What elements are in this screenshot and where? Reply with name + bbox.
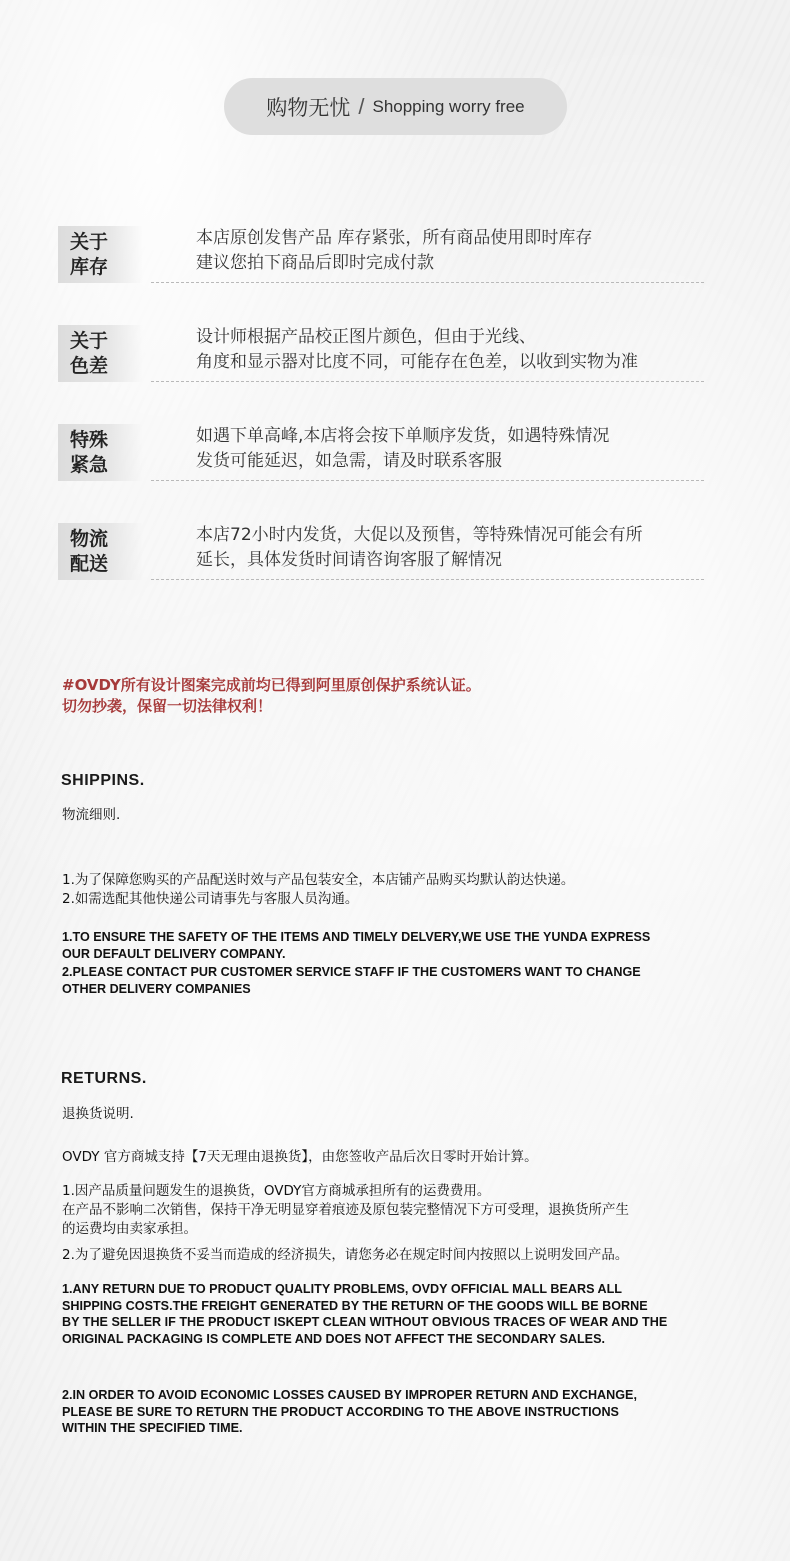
notice-line1: 如遇下单高峰,本店将会按下单顺序发货，如遇特殊情况 bbox=[196, 426, 610, 446]
shipping-en-1-line1: 1.TO ENSURE THE SAFETY OF THE ITEMS AND TIMELY DELVERY,WE USE THE YUNDA EXPRESS bbox=[62, 930, 651, 944]
notice-tag-line1: 关于 bbox=[70, 231, 109, 253]
returns-en-1-line4: ORIGINAL PACKAGING IS COMPLETE AND DOES NOT AFFECT THE SECONDARY SALES. bbox=[62, 1331, 605, 1346]
notice-body bbox=[196, 226, 592, 276]
shipping-cn-1: 1.为了保障您购买的产品配送时效与产品包装安全，本店铺产品购买均默认韵达快递。 bbox=[62, 872, 575, 888]
shipping-en-2-line1: 2.PLEASE CONTACT PUR CUSTOMER SERVICE STAFF IF THE CUSTOMERS WANT TO CHANGE bbox=[62, 965, 641, 979]
returns-en-2 bbox=[62, 1387, 637, 1437]
returns-en-2-line2: PLEASE BE SURE TO RETURN THE PRODUCT ACCORDING TO THE ABOVE INSTRUCTIONS bbox=[62, 1404, 619, 1419]
notice-color-difference bbox=[58, 325, 708, 385]
page-title-banner bbox=[224, 78, 567, 135]
notice-line1: 本店72小时内发货，大促以及预售，等特殊情况可能会有所 bbox=[196, 525, 643, 545]
shipping-en-2-line2: OTHER DELIVERY COMPANIES bbox=[62, 981, 251, 996]
notice-tag-line1: 关于 bbox=[70, 330, 109, 352]
dashed-divider bbox=[151, 381, 704, 382]
returns-cn-1-line2: 在产品不影响二次销售，保持干净无明显穿着痕迹及原包装完整情况下方可受理，退换货所产生 bbox=[62, 1202, 629, 1218]
title-separator: / bbox=[358, 93, 365, 119]
notice-tag bbox=[58, 523, 143, 580]
notice-line1: 本店原创发售产品 库存紧张，所有商品使用即时库存 bbox=[196, 228, 593, 248]
returns-heading: RETURNS. bbox=[61, 1070, 147, 1087]
returns-cn-2: 2.为了避免因退换货不妥当而造成的经济损失，请您务必在规定时间内按照以上说明发回产品。 bbox=[62, 1247, 629, 1263]
notice-tag-line2: 色差 bbox=[70, 355, 109, 377]
dashed-divider bbox=[151, 480, 704, 481]
returns-en-1 bbox=[62, 1281, 667, 1347]
shipping-en-1 bbox=[62, 929, 650, 962]
notice-line1: 设计师根据产品校正图片颜色，但由于光线、 bbox=[196, 327, 536, 347]
dashed-divider bbox=[151, 579, 704, 580]
returns-cn-1-line1: 1.因产品质量问题发生的退换货，OVDY官方商城承担所有的运费费用。 bbox=[62, 1183, 491, 1199]
returns-policy: OVDY 官方商城支持【7天无理由退换货】，由您签收产品后次日零时开始计算。 bbox=[62, 1149, 538, 1165]
notice-tag-line1: 特殊 bbox=[70, 429, 109, 451]
returns-en-2-line3: WITHIN THE SPECIFIED TIME. bbox=[62, 1421, 243, 1435]
returns-cn-1-line3: 的运费均由卖家承担。 bbox=[62, 1221, 197, 1237]
shipping-en-1-line2: OUR DEFAULT DELIVERY COMPANY. bbox=[62, 946, 286, 961]
notice-tag bbox=[58, 226, 143, 283]
page-title-en: Shopping worry free bbox=[372, 96, 525, 116]
dashed-divider bbox=[151, 282, 704, 283]
notice-tag-line2: 紧急 bbox=[70, 454, 109, 476]
notice-body bbox=[196, 424, 609, 474]
copyright-line2: 切勿抄袭，保留一切法律权利！ bbox=[62, 697, 273, 715]
notice-body bbox=[196, 325, 638, 375]
notice-tag-line2: 配送 bbox=[70, 553, 109, 575]
returns-subheading: 退换货说明. bbox=[62, 1106, 134, 1122]
returns-en-1-line1: 1.ANY RETURN DUE TO PRODUCT QUALITY PROBLEMS, OVDY OFFICIAL MALL BEARS ALL bbox=[62, 1282, 622, 1296]
notice-tag bbox=[58, 424, 143, 481]
notice-body bbox=[196, 523, 643, 573]
notice-line2: 角度和显示器对比度不同，可能存在色差，以收到实物为准 bbox=[196, 352, 638, 372]
notice-line2: 建议您拍下商品后即时完成付款 bbox=[196, 253, 434, 273]
returns-en-1-line2: SHIPPING COSTS.THE FREIGHT GENERATED BY THE RETURN OF THE GOODS WILL BE BORNE bbox=[62, 1298, 648, 1313]
notice-line2: 发货可能延迟，如急需，请及时联系客服 bbox=[196, 451, 502, 471]
shipping-subheading: 物流细则. bbox=[62, 807, 121, 823]
shipping-heading: SHIPPINS. bbox=[61, 772, 145, 789]
notice-tag-line1: 物流 bbox=[70, 528, 109, 550]
notice-stock bbox=[58, 226, 708, 286]
returns-en-2-line1: 2.IN ORDER TO AVOID ECONOMIC LOSSES CAUSED BY IMPROPER RETURN AND EXCHANGE, bbox=[62, 1388, 637, 1402]
copyright-line1: #OVDY所有设计图案完成前均已得到阿里原创保护系统认证。 bbox=[62, 676, 481, 694]
page-title-cn: 购物无忧 bbox=[266, 95, 351, 120]
shipping-en-2 bbox=[62, 964, 641, 997]
notice-tag bbox=[58, 325, 143, 382]
shipping-cn-2: 2.如需选配其他快递公司请事先与客服人员沟通。 bbox=[62, 891, 359, 907]
returns-en-1-line3: BY THE SELLER IF THE PRODUCT ISKEPT CLEAN WITHOUT OBVIOUS TRACES OF WEAR AND THE bbox=[62, 1315, 668, 1329]
notice-logistics bbox=[58, 523, 708, 583]
returns-cn-1 bbox=[62, 1182, 629, 1239]
notice-tag-line2: 库存 bbox=[70, 256, 109, 278]
notice-urgent bbox=[58, 424, 708, 484]
notice-line2: 延长，具体发货时间请咨询客服了解情况 bbox=[196, 550, 502, 570]
copyright-notice bbox=[62, 675, 481, 717]
